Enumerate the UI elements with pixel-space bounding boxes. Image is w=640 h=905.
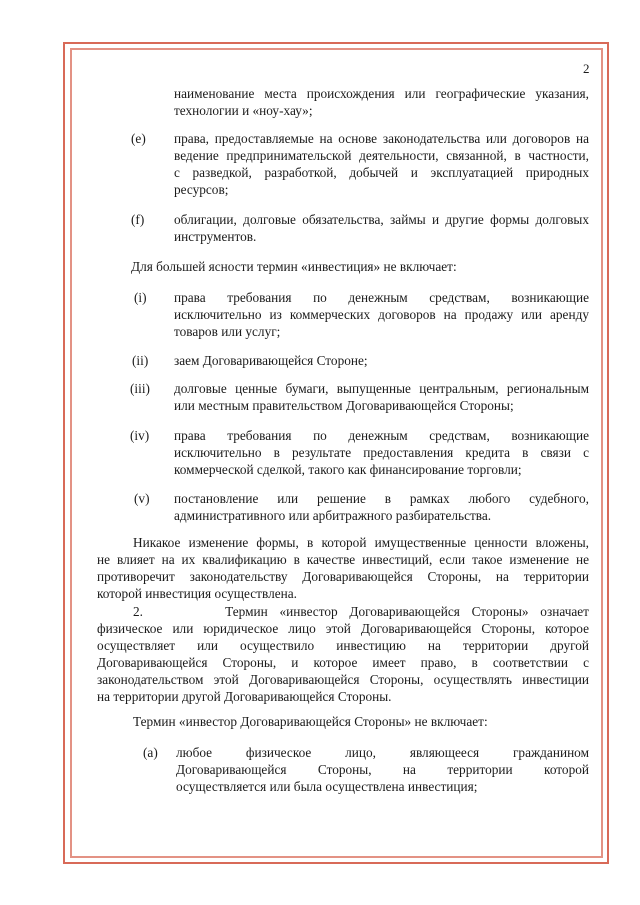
para-change-line-4: которой инвестиция осуществлена. (97, 586, 297, 601)
item-a-line-3: осуществляется или была осуществлена инвестиция; (176, 779, 478, 794)
clarity-intro: Для большей ясности термин «инвестиция» не включает: (131, 259, 457, 274)
item-i-line-1: права требования по денежным средствам, возникающие (174, 290, 589, 305)
item-i-line-3: товаров или услуг; (174, 324, 281, 339)
item-iii-label: (iii) (130, 381, 150, 396)
item-v-line-1: постановление или решение в рамках любого судебного, (174, 491, 589, 506)
item-iii-line-2: или местным правительством Договаривающейся Стороны; (174, 398, 514, 413)
item-a-line-2: Договаривающейся Стороны, на территории которой (176, 762, 589, 777)
item-iv-line-2: исключительно в результате предоставления кредита в связи с (174, 445, 589, 460)
item-ii-label: (ii) (132, 353, 149, 368)
para-2-line-1: 2. Термин «инвестор Договаривающейся Стороны» означает (133, 604, 589, 619)
para-2-line-2: физическое или юридическое лицо этой Договаривающейся Стороны, которое (97, 621, 589, 636)
continuation-line-1: наименование места происхождения или географические указания, (174, 86, 589, 101)
continuation-line-2: технологии и «ноу-хау»; (174, 103, 313, 118)
investor-intro: Термин «инвестор Договаривающейся Стороны» не включает: (133, 714, 488, 729)
para-change-line-1: Никакое изменение формы, в которой имущественные ценности вложены, (133, 535, 589, 550)
para-2-line-6: на территории другой Договаривающейся Стороны. (97, 689, 392, 704)
para-2-line-4: Договаривающейся Стороны, и которое имеет право, в соответствии с (97, 655, 589, 670)
item-ii-line-1: заем Договаривающейся Стороне; (174, 353, 368, 368)
item-iv-label: (iv) (130, 428, 150, 443)
item-e-line-1: права, предоставляемые на основе законодательства или договоров на (174, 131, 589, 146)
item-iv-line-1: права требования по денежным средствам, возникающие (174, 428, 589, 443)
item-i-label: (i) (134, 290, 147, 305)
item-iii-line-1: долговые ценные бумаги, выпущенные центральным, региональным (174, 381, 589, 396)
item-a-label: (a) (143, 745, 158, 760)
item-e-line-3: с разведкой, разработкой, добычей и эксплуатацией природных (174, 165, 589, 180)
item-i-line-2: исключительно из коммерческих договоров на продажу или аренду (174, 307, 589, 322)
para-change-line-3: противоречит законодательству Договаривающейся Стороны, на территории (97, 569, 589, 584)
item-f-line-1: облигации, долговые обязательства, займы и другие формы долговых (174, 212, 589, 227)
item-e-line-2: ведение предпринимательской деятельности, связанной, в частности, (174, 148, 589, 163)
item-e-line-4: ресурсов; (174, 182, 229, 197)
item-iv-line-3: коммерческой сделкой, такого как финансирование торговли; (174, 462, 522, 477)
para-2-line-3: осуществляет или осуществило инвестицию на территории другой (97, 638, 589, 653)
item-f-label: (f) (131, 212, 145, 227)
item-a-line-1: любое физическое лицо, являющееся гражданином (176, 745, 589, 760)
para-change-line-2: не влияет на их квалификацию в качестве инвестиций, если такое изменение не (97, 552, 589, 567)
item-f-line-2: инструментов. (174, 229, 257, 244)
para-2-line-5: законодательством этой Договаривающейся Стороны, осуществлять инвестиции (97, 672, 589, 687)
item-v-line-2: административного или арбитражного разбирательства. (174, 508, 492, 523)
item-v-label: (v) (134, 491, 150, 506)
item-e-label: (e) (131, 131, 146, 146)
page-number: 2 (583, 61, 590, 76)
